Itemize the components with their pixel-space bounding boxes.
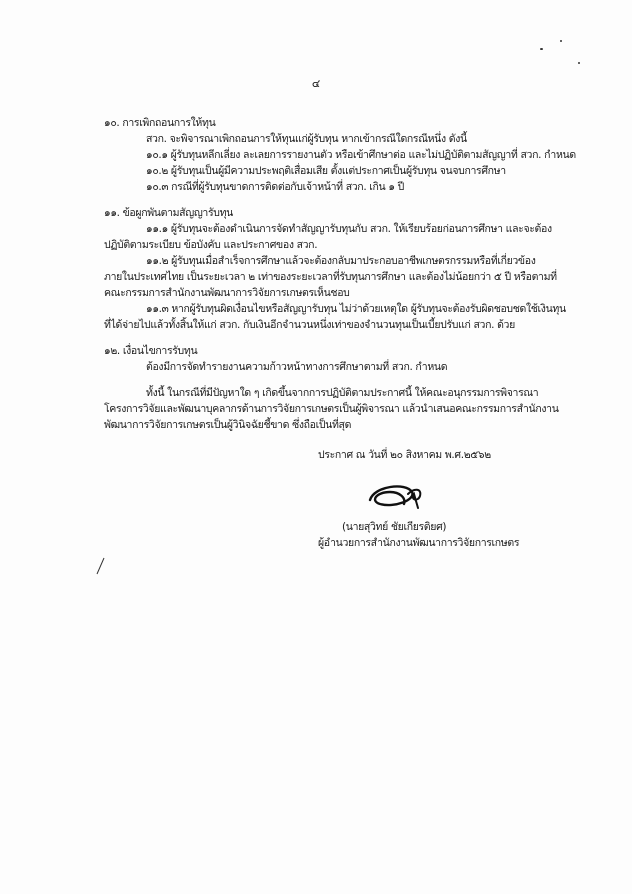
clause-11-3-line-1: ๑๑.๓ หากผู้รับทุนผิดเงื่อนไขหรือสัญญารับทุน ไม่ว่าด้วยเหตุใด ผู้รับทุนจะต้องรับผิดชอบชดใช้เงินทุน xyxy=(146,303,566,315)
closing-line-2: โครงการวิจัยและพัฒนาบุคลากรด้านการวิจัยการเกษตรเป็นผู้พิจารณา แล้วนำเสนอคณะกรรมการสำนักงาน xyxy=(104,403,559,415)
clause-11-2-line-1: ๑๑.๒ ผู้รับทุนเมื่อสำเร็จการศึกษาแล้วจะต้องกลับมาประกอบอาชีพเกษตรกรรมหรือที่เกี่ยวข้อง xyxy=(146,255,536,267)
scan-speck xyxy=(540,48,543,50)
closing-line-3: พัฒนาการวิจัยการเกษตรเป็นผู้วินิจฉัยชี้ขาด ซึ่งถือเป็นที่สุด xyxy=(104,419,352,431)
closing-line-1: ทั้งนี้ ในกรณีที่มีปัญหาใด ๆ เกิดขึ้นจากการปฏิบัติตามประกาศนี้ ให้คณะอนุกรรมการพิจารณา xyxy=(146,387,539,399)
clause-10-1: ๑๐.๑ ผู้รับทุนหลีกเลี่ยง ละเลยการรายงานตัว หรือเข้าศึกษาต่อ และไม่ปฏิบัติตามสัญญาที่ สวก. กำหนด xyxy=(146,149,576,161)
clause-11-2-line-2: ภายในประเทศไทย เป็นระยะเวลา ๒ เท่าของระยะเวลาที่รับทุนการศึกษา และต้องไม่น้อยกว่า ๕ ปี หรือตามที่ xyxy=(104,271,557,283)
section-10-intro: สวก. จะพิจารณาเพิกถอนการให้ทุนแก่ผู้รับทุน หากเข้ากรณีใดกรณีหนึ่ง ดังนี้ xyxy=(146,133,467,145)
clause-11-1-line-1: ๑๑.๑ ผู้รับทุนจะต้องดำเนินการจัดทำสัญญารับทุนกับ สวก. ให้เรียบร้อยก่อนการศึกษา และจะต้อง xyxy=(146,223,552,235)
announcement-date: ประกาศ ณ วันที่ ๒๐ สิงหาคม พ.ศ.๒๕๖๒ xyxy=(318,449,491,461)
signer-title: ผู้อำนวยการสำนักงานพัฒนาการวิจัยการเกษตร xyxy=(318,537,520,549)
clause-11-3-line-2: ที่ได้จ่ายไปแล้วทั้งสิ้นให้แก่ สวก. กับเงินอีกจำนวนหนึ่งเท่าของจำนวนทุนเป็นเบี้ยปรับแก่ สวก. ด้วย xyxy=(104,319,515,331)
clause-11-1-line-2: ปฏิบัติตามระเบียบ ข้อบังคับ และประกาศของ สวก. xyxy=(104,239,318,251)
scan-speck xyxy=(578,62,580,64)
clause-11-2-line-3: คณะกรรมการสำนักงานพัฒนาการวิจัยการเกษตรเห็นชอบ xyxy=(104,287,350,299)
scan-mark-stroke xyxy=(94,556,108,576)
section-10-heading: ๑๐. การเพิกถอนการให้ทุน xyxy=(104,117,216,129)
section-12-condition: ต้องมีการจัดทำรายงานความก้าวหน้าทางการศึกษาตามที่ สวก. กำหนด xyxy=(146,361,448,373)
handwritten-signature xyxy=(366,478,446,518)
section-12-heading: ๑๒. เงื่อนไขการรับทุน xyxy=(104,345,198,357)
clause-10-2: ๑๐.๒ ผู้รับทุนเป็นผู้มีความประพฤติเสื่อมเสีย ตั้งแต่ประกาศเป็นผู้รับทุน จนจบการศึกษา xyxy=(146,165,506,177)
page-number: ๔ xyxy=(311,77,321,90)
section-11-heading: ๑๑. ข้อผูกพันตามสัญญารับทุน xyxy=(104,207,233,219)
clause-10-3: ๑๐.๓ กรณีที่ผู้รับทุนขาดการติดต่อกับเจ้าหน้าที่ สวก. เกิน ๑ ปี xyxy=(146,181,404,193)
scan-speck xyxy=(560,40,562,42)
signer-name: (นายสุวิทย์ ชัยเกียรติยศ) xyxy=(342,521,447,533)
